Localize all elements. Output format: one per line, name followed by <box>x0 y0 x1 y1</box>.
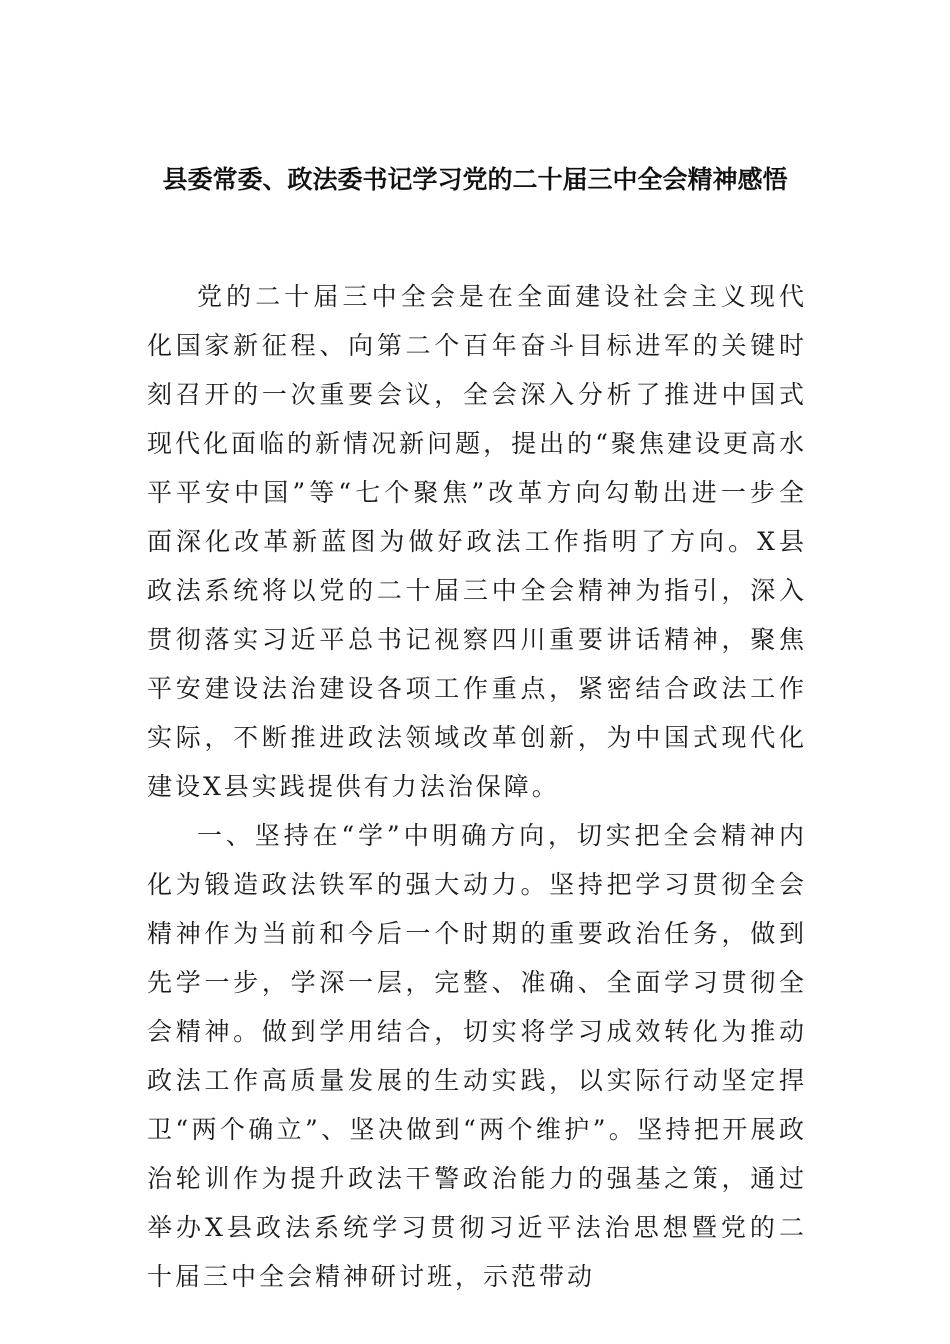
document-title: 县委常委、政法委书记学习党的二十届三中全会精神感悟 <box>162 165 788 194</box>
paragraph-section-one: 一、坚持在“学”中明确方向，切实把全会精神内化为锻造政法铁军的强大动力。坚持把学习贯彻全会精神作为当前和今后一个时期的重要政治任务，做到先学一步，学深一层，完整、准确、全面学习贯彻全会精神。做到学用结合，切实将学习成效转化为推动政法工作高质量发展的生动实践，以实际行动坚定捍卫“两个确立”、坚决做到“两个维护”。坚持把开展政治轮训作为提升政法干警政治能力的强基之策，通过举办X县政法系统学习贯彻习近平法治思想暨党的二十届三中全会精神研讨班，示范带动 <box>147 821 807 1291</box>
document-body <box>147 272 807 1301</box>
paragraph-intro: 党的二十届三中全会是在全面建设社会主义现代化国家新征程、向第二个百年奋斗目标进军的关键时刻召开的一次重要会议，全会深入分析了推进中国式现代化面临的新情况新问题，提出的“聚焦建设更高水平平安中国”等“七个聚焦”改革方向勾勒出进一步全面深化改革新蓝图为做好政法工作指明了方向。X县政法系统将以党的二十届三中全会精神为指引，深入贯彻落实习近平总书记视察四川重要讲话精神，聚焦平安建设法治建设各项工作重点，紧密结合政法工作实际，不断推进政法领域改革创新，为中国式现代化建设X县实践提供有力法治保障。 <box>147 282 807 801</box>
